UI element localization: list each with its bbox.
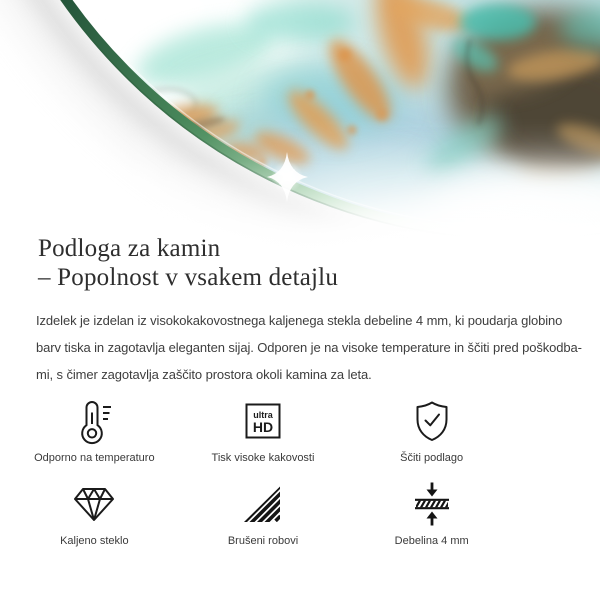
product-description: [36, 307, 582, 388]
beveled-edge-icon: [240, 480, 286, 528]
ultra-hd-badge-bottom: HD: [252, 419, 274, 435]
feature-protection: [347, 397, 516, 464]
description-line: Izdelek je izdelan iz visokokakovostnega kaljenega stekla debeline 4 mm, ki poudarja globino: [36, 313, 563, 328]
page-title: [38, 234, 338, 292]
thermometer-icon: [72, 397, 116, 445]
product-image: [0, 0, 600, 262]
feature-tempered-glass: [10, 480, 179, 547]
ultra-hd-icon: [241, 397, 285, 445]
glass-panel-photo: [0, 0, 600, 262]
feature-thickness: [347, 480, 516, 547]
description-line: mi, s čimer zagotavlja zaščito prostora okoli kamina za leta.: [36, 367, 372, 382]
description-line: barv tiska in zagotavlja eleganten sijaj. Odporen je na visoke temperature in ščiti pred poškodba-: [36, 340, 582, 355]
page-title-line2: – Popolnost v vsakem detajlu: [38, 264, 339, 291]
diamond-icon: [71, 480, 117, 528]
feature-print-quality: [179, 397, 348, 464]
feature-beveled-edges: [179, 480, 348, 547]
feature-label: Brušeni robovi: [227, 535, 299, 547]
feature-label: Tisk visoke kakovosti: [211, 452, 315, 464]
feature-label: Odporno na temperaturo: [34, 452, 155, 464]
feature-label: Kaljeno steklo: [60, 535, 129, 547]
feature-label: Debelina 4 mm: [394, 535, 469, 547]
feature-grid: [10, 397, 516, 547]
page-title-line1: Podloga za kamin: [38, 235, 221, 262]
ultra-hd-badge-top: ultra: [253, 410, 273, 420]
feature-label: Ščiti podlago: [400, 452, 464, 464]
thickness-icon: [410, 480, 454, 528]
feature-temperature: [10, 397, 179, 464]
shield-check-icon: [410, 397, 454, 445]
